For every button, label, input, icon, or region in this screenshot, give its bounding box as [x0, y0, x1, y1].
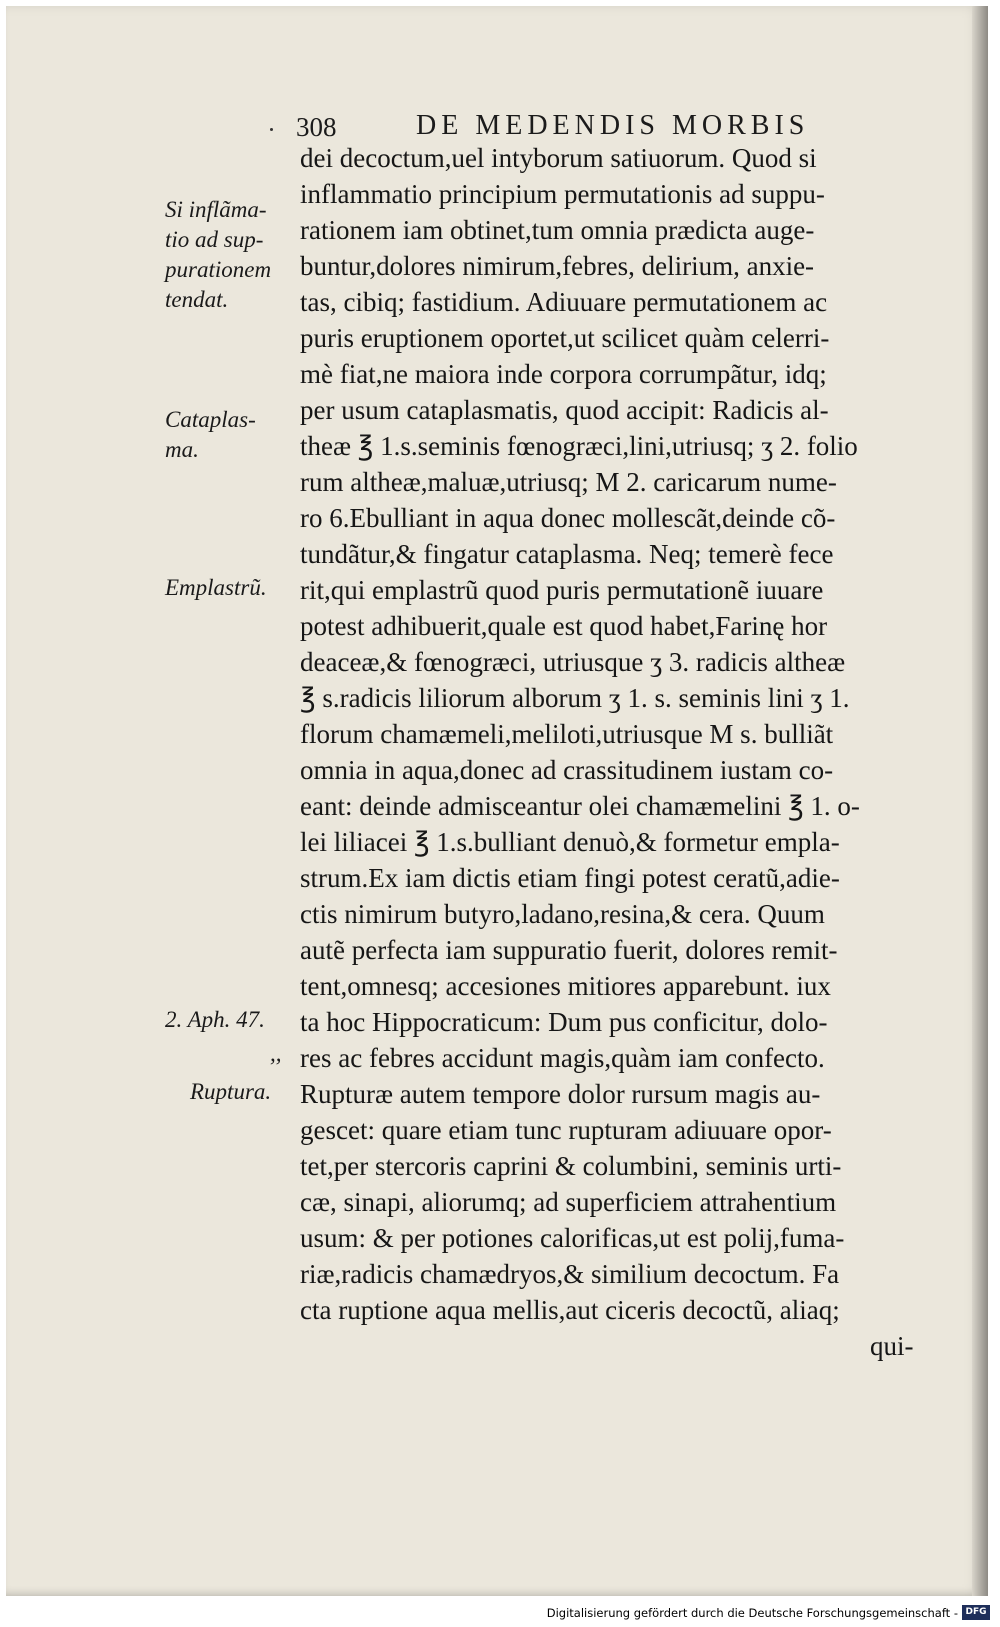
text-line: usum: & per potiones calorificas,ut est polij,fuma- — [300, 1223, 845, 1253]
footer-bar — [0, 1600, 1000, 1627]
text-line: qui- — [870, 1331, 914, 1361]
marginal-note: purationem — [165, 257, 272, 282]
text-line: ro 6.Ebulliant in aqua donec mollescãt,deinde cõ- — [300, 503, 836, 533]
marginal-note: Si inflãma- — [165, 197, 267, 222]
text-line: inflammatio principium permutationis ad suppu- — [300, 179, 825, 209]
text-line: tundãtur,& fingatur cataplasma. Neq; temerè fece — [300, 539, 834, 569]
marginal-note: ,, — [270, 1041, 282, 1066]
text-line: theæ ℥ 1.s.seminis fœnogræci,lini,utriusq; ʒ 2. folio — [300, 431, 858, 461]
text-line: florum chamæmeli,meliloti,utriusque M s. bulliãt — [300, 719, 834, 749]
text-line: Rupturæ autem tempore dolor rursum magis au- — [300, 1079, 821, 1109]
text-line: omnia in aqua,donec ad crassitudinem iustam co- — [300, 755, 834, 785]
text-line: ta hoc Hippocraticum: Dum pus conficitur, dolo- — [300, 1007, 828, 1037]
text-line: lei liliacei ℥ 1.s.bulliant denuò,& formetur empla- — [300, 827, 840, 857]
text-line: cta ruptione aqua mellis,aut ciceris decoctũ, aliaq; — [300, 1295, 840, 1325]
running-title: DE MEDENDIS MORBIS — [416, 110, 810, 141]
text-line: riæ,radicis chamædryos,& similium decoctum. Fa — [300, 1259, 840, 1289]
text-line: cæ, sinapi, aliorumq; ad superficiem attrahentium — [300, 1187, 837, 1217]
text-line: puris eruptionem oportet,ut scilicet quàm celerri- — [300, 323, 830, 353]
marginal-note: tendat. — [165, 287, 229, 312]
text-line: potest adhibuerit,quale est quod habet,Farinę hor — [300, 611, 828, 641]
text-line: rum altheæ,maluæ,utriusq; M 2. caricarum nume- — [300, 467, 837, 497]
dfg-logo-icon: DFG — [962, 1605, 990, 1620]
text-line: res ac febres accidunt magis,quàm iam confecto. — [300, 1043, 825, 1073]
text-line: per usum cataplasmatis, quod accipit: Radicis al- — [300, 395, 829, 425]
text-line: mè fiat,ne maiora inde corpora corrumpãtur, idq; — [300, 359, 827, 389]
marginal-note: ma. — [165, 437, 199, 462]
text-line: buntur,dolores nimirum,febres, delirium, anxie- — [300, 251, 815, 281]
text-line: eant: deinde admisceantur olei chamæmelini ℥ 1. o- — [300, 791, 860, 821]
marginal-note: tio ad sup- — [165, 227, 264, 252]
footer-credit: Digitalisierung gefördert durch die Deutsche Forschungsgemeinschaft - — [546, 1606, 958, 1620]
marginal-note: 2. Aph. 47. — [165, 1007, 265, 1032]
text-line: tent,omnesq; accesiones mitiores apparebunt. iux — [300, 971, 831, 1001]
ink-dot — [270, 128, 273, 131]
text-line: autẽ perfecta iam suppuratio fuerit, dolores remit- — [300, 935, 838, 965]
text-line: rationem iam obtinet,tum omnia prædicta auge- — [300, 215, 815, 245]
marginal-note: Ruptura. — [190, 1079, 272, 1104]
text-line: rit,qui emplastrũ quod puris permutationẽ iuuare — [300, 575, 824, 605]
text-line: ctis nimirum butyro,ladano,resina,& cera. Quum — [300, 899, 825, 929]
page-number: 308 — [296, 112, 337, 142]
text-line: strum.Ex iam dictis etiam fingi potest ceratũ,adie- — [300, 863, 840, 893]
marginal-note: Cataplas- — [165, 407, 256, 432]
text-line: dei decoctum,uel intyborum satiuorum. Quod si — [300, 143, 817, 173]
marginal-note: Emplastrũ. — [165, 575, 267, 600]
text-line: tet,per stercoris caprini & columbini, seminis urti- — [300, 1151, 842, 1181]
text-line: tas, cibiq; fastidium. Adiuuare permutationem ac — [300, 287, 828, 317]
text-line: deaceæ,& fœnogræci, utriusque ʒ 3. radicis altheæ — [300, 647, 846, 677]
page-gutter-shadow — [972, 6, 988, 1596]
text-line: gescet: quare etiam tunc rupturam adiuuare opor- — [300, 1115, 832, 1145]
text-line: ℥ s.radicis liliorum alborum ʒ 1. s. seminis lini ʒ 1. — [300, 683, 850, 713]
